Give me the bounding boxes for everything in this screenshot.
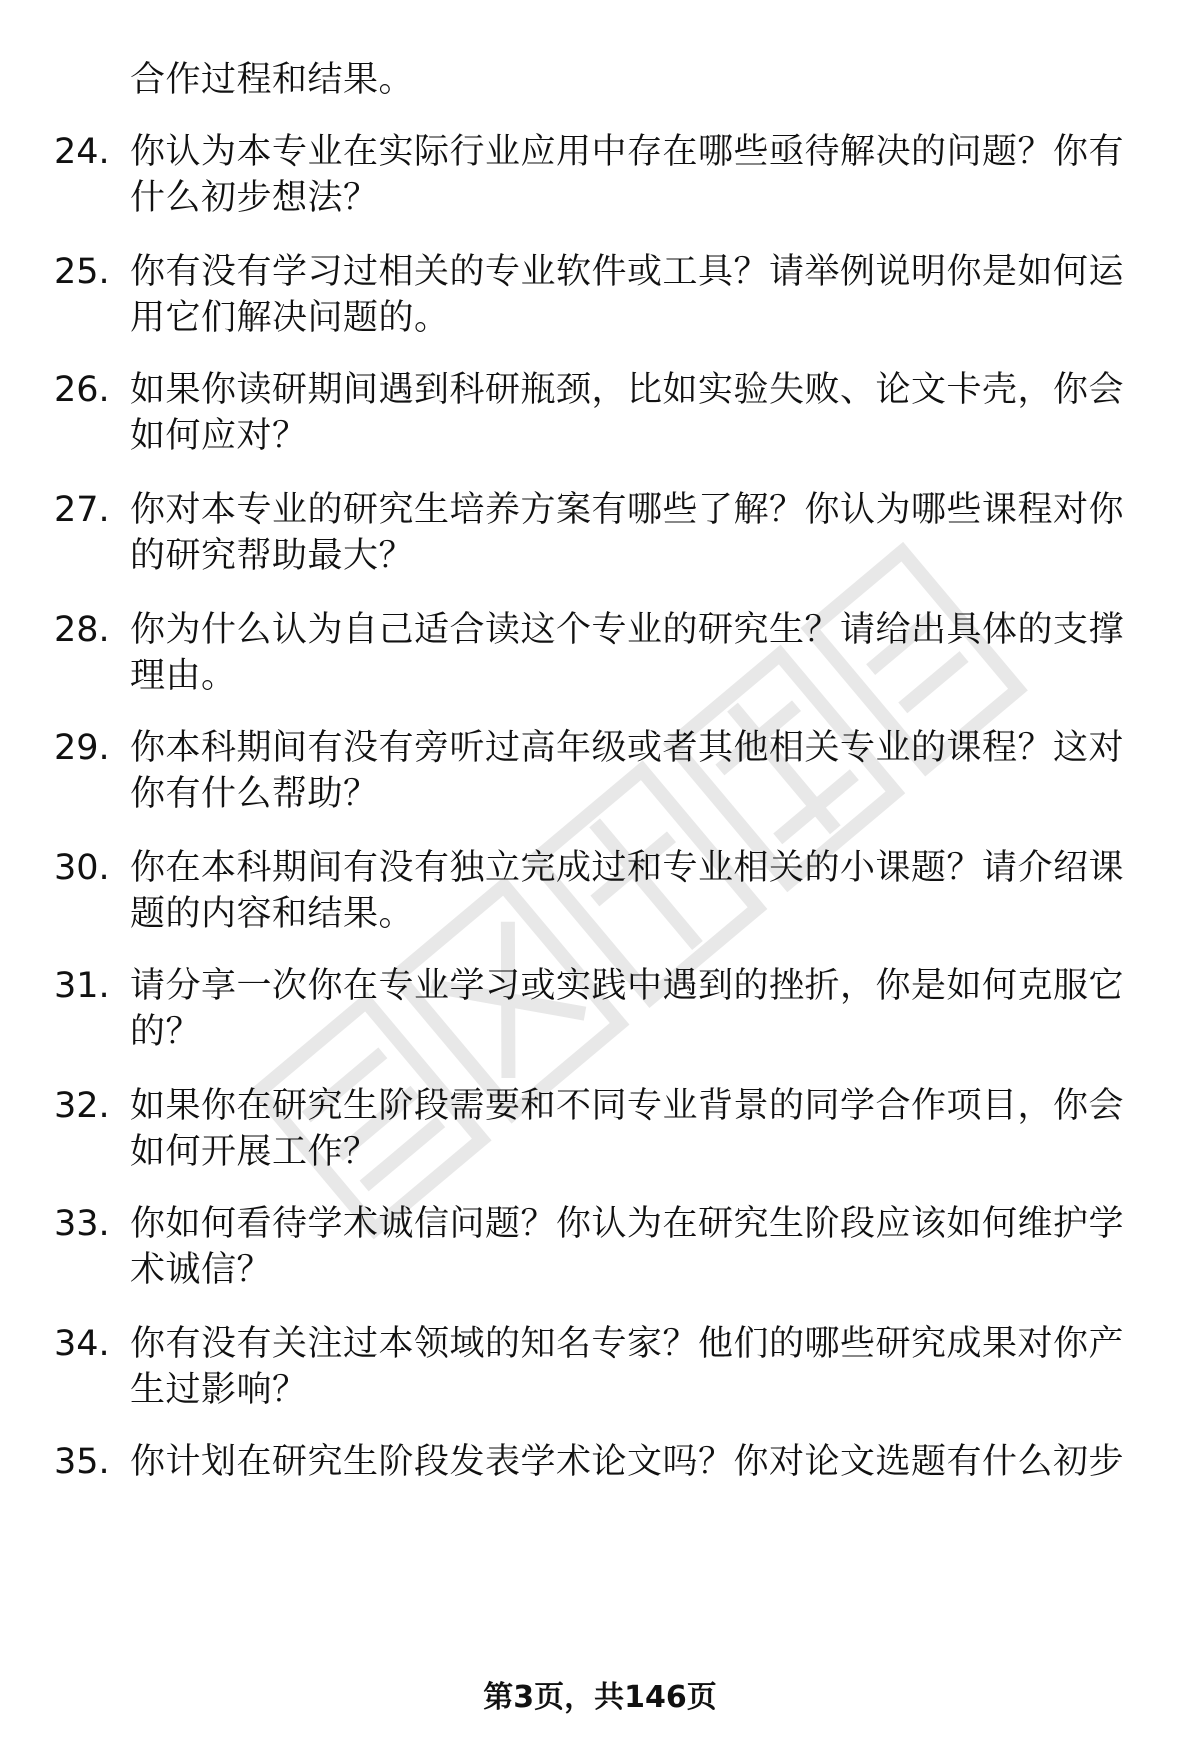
question-line: 你对本专业的研究生培养方案有哪些了解？你认为哪些课程对你 [130,490,1125,530]
question-line: 理由。 [130,656,237,696]
question-line: 用它们解决问题的。 [130,298,450,338]
question-number: 29. [54,728,110,768]
question-line: 什么初步想法？ [130,178,379,218]
question-line: 如何应对？ [130,416,308,456]
question-line: 你有什么帮助？ [130,774,379,814]
question-line: 请分享一次你在专业学习或实践中遇到的挫折，你是如何克服它 [130,966,1125,1006]
intro-continuation: 合作过程和结果。 [130,60,415,100]
question-line: 你本科期间有没有旁听过高年级或者其他相关专业的课程？这对 [130,728,1125,768]
question-line: 你有没有学习过相关的专业软件或工具？请举例说明你是如何运 [130,252,1125,292]
question-number: 32. [54,1086,110,1126]
question-line: 如果你在研究生阶段需要和不同专业背景的同学合作项目，你会 [130,1086,1125,1126]
question-number: 33. [54,1204,110,1244]
question-line: 如果你读研期间遇到科研瓶颈，比如实验失败、论文卡壳，你会 [130,370,1125,410]
question-line: 你如何看待学术诚信问题？你认为在研究生阶段应该如何维护学 [130,1204,1125,1244]
question-line: 题的内容和结果。 [130,894,415,934]
question-line: 生过影响？ [130,1370,308,1410]
question-number: 25. [54,252,110,292]
question-number: 26. [54,370,110,410]
question-number: 35. [54,1442,110,1482]
question-line: 你为什么认为自己适合读这个专业的研究生？请给出具体的支撑 [130,610,1125,650]
question-line: 你计划在研究生阶段发表学术论文吗？你对论文选题有什么初步 [130,1442,1125,1482]
question-number: 27. [54,490,110,530]
page-footer: 第3页，共146页 [483,1680,717,1715]
question-line: 的研究帮助最大？ [130,536,415,576]
question-number: 31. [54,966,110,1006]
question-line: 术诚信？ [130,1250,273,1290]
question-number: 24. [54,132,110,172]
question-number: 30. [54,848,110,888]
question-number: 34. [54,1324,110,1364]
question-line: 如何开展工作？ [130,1132,379,1172]
question-line: 你有没有关注过本领域的知名专家？他们的哪些研究成果对你产 [130,1324,1125,1364]
question-line: 的？ [130,1012,202,1052]
question-line: 你认为本专业在实际行业应用中存在哪些亟待解决的问题？你有 [130,132,1125,172]
question-number: 28. [54,610,110,650]
question-line: 你在本科期间有没有独立完成过和专业相关的小课题？请介绍课 [130,848,1125,888]
